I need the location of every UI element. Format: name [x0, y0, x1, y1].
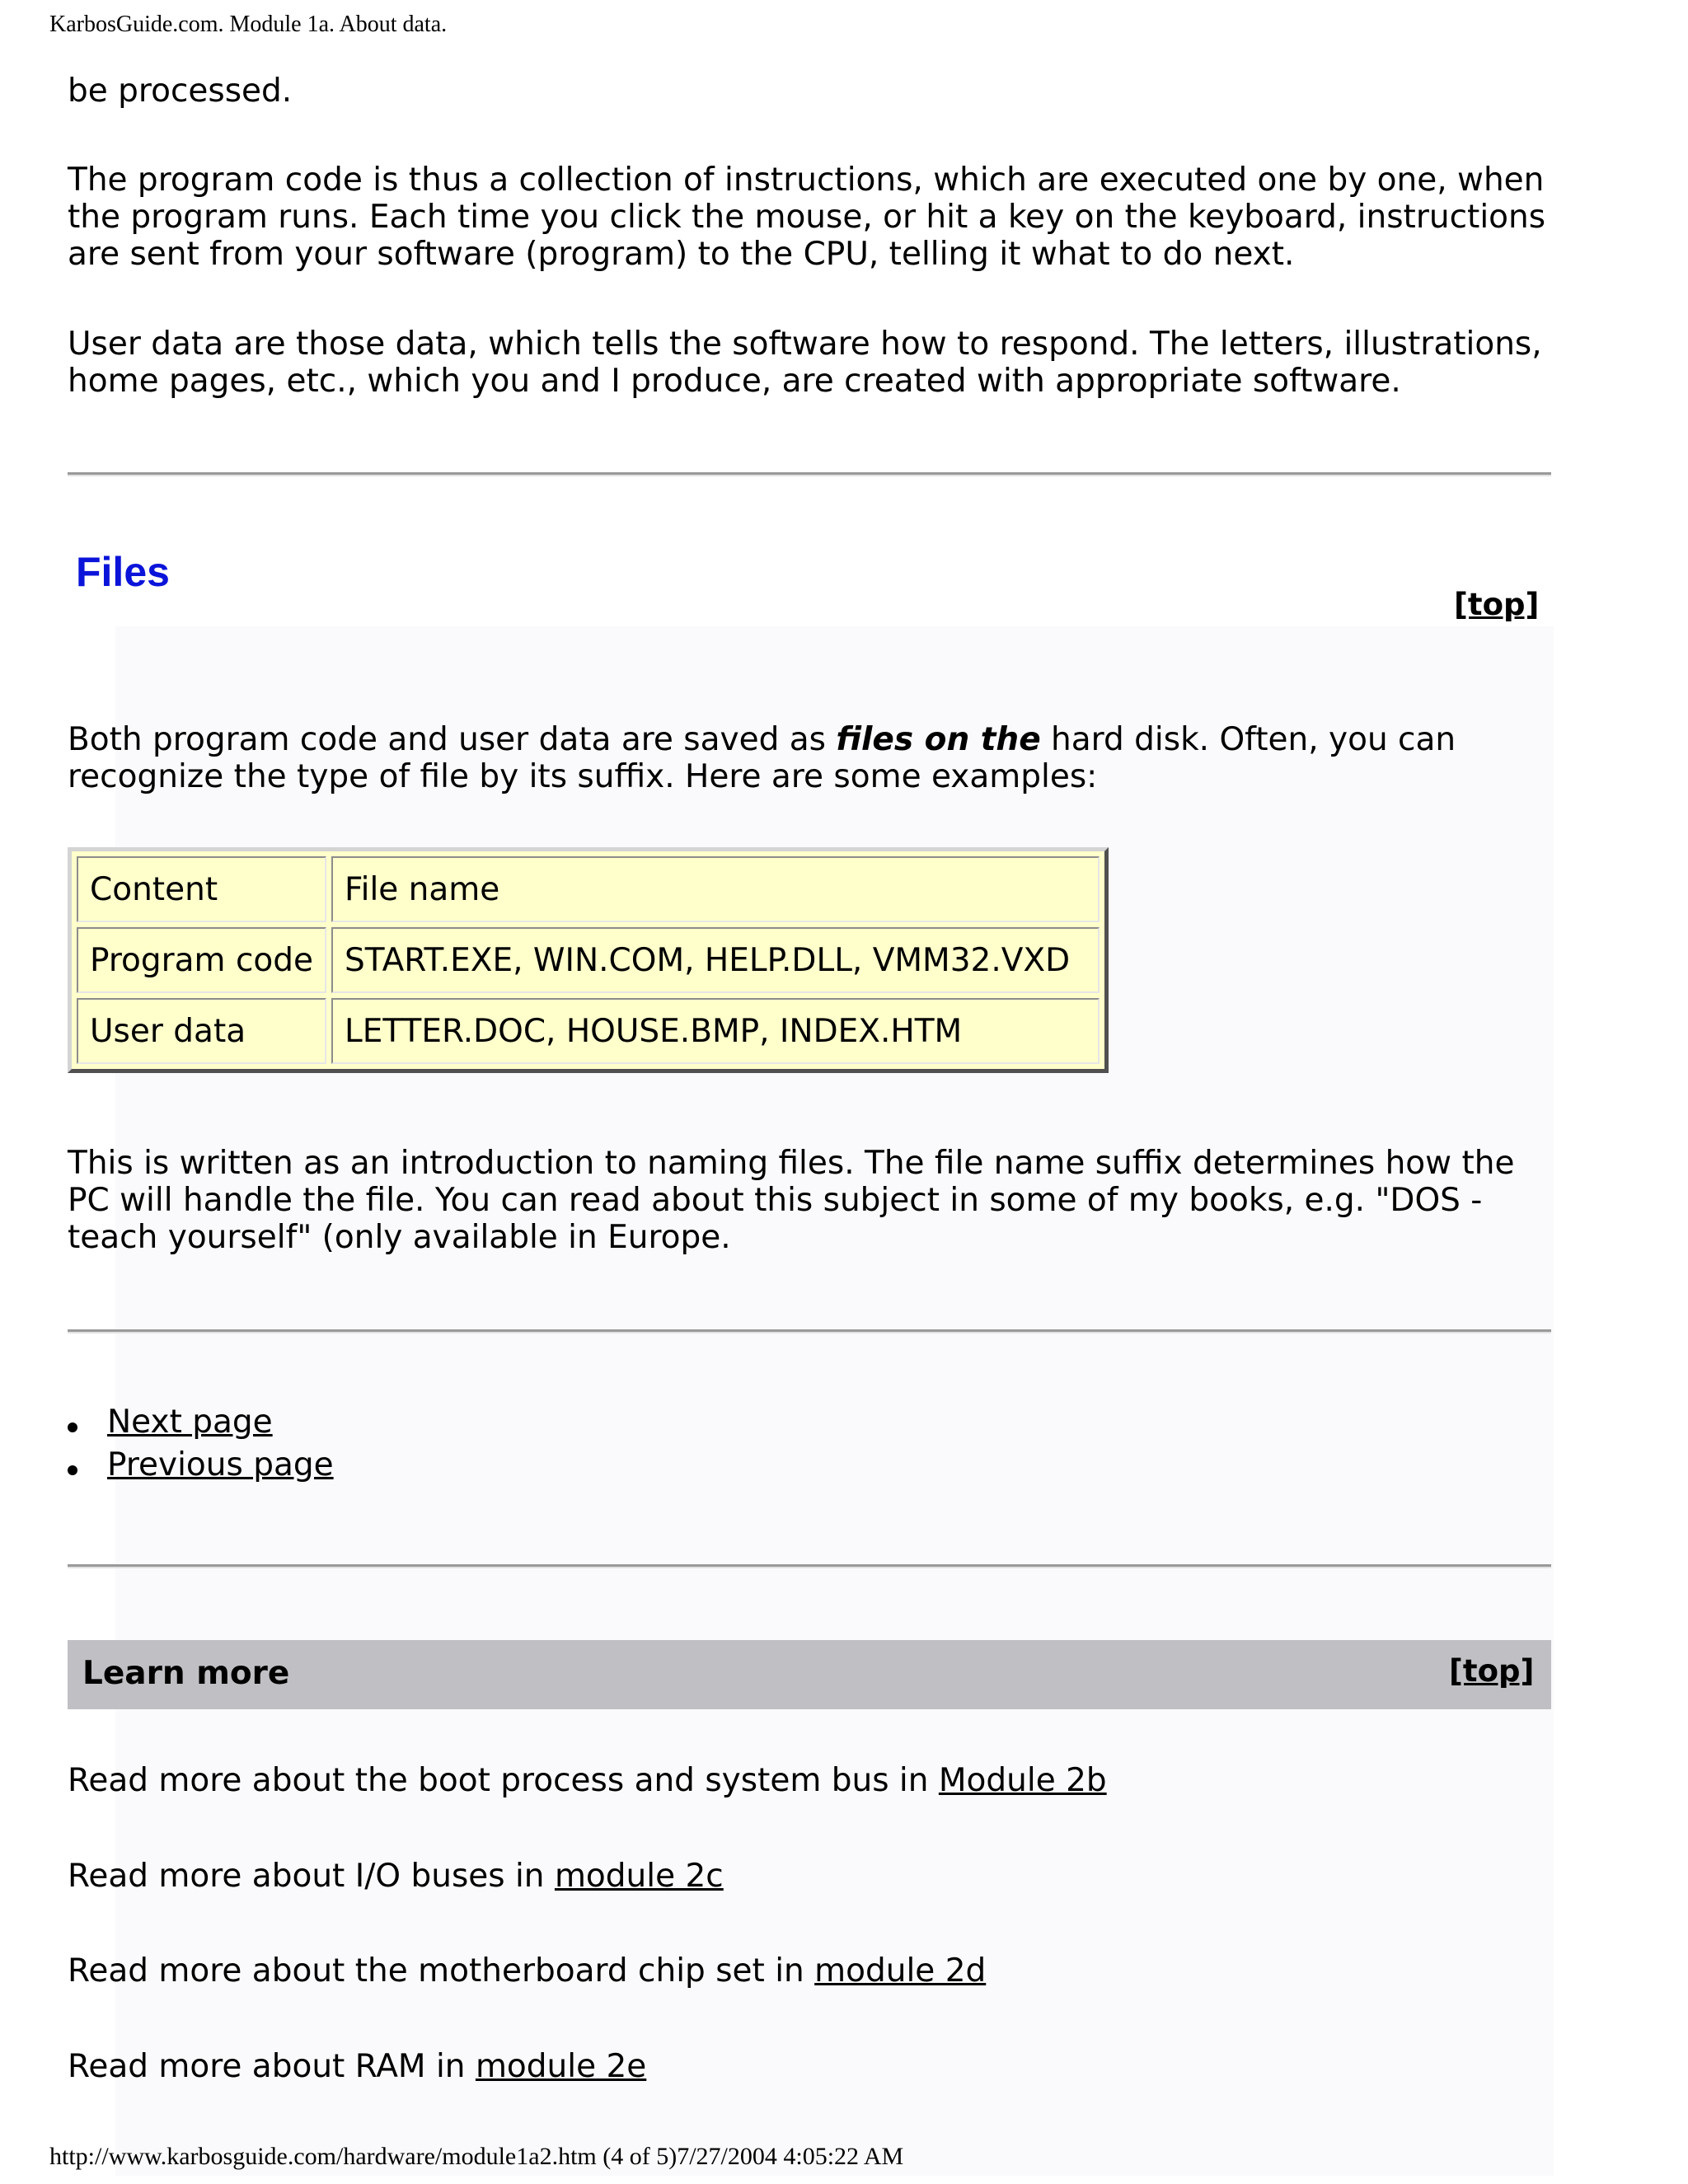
module-2e-link[interactable]: module 2e	[475, 2048, 647, 2085]
learn-more-item	[68, 1762, 1551, 1799]
files-heading: Files	[76, 549, 170, 595]
previous-page-link[interactable]: Previous page	[107, 1446, 334, 1483]
module-2b-link[interactable]: Module 2b	[938, 1762, 1107, 1799]
learn-more-text: Read more about I/O buses in	[68, 1858, 555, 1895]
module-2d-link[interactable]: module 2d	[814, 1952, 987, 1990]
table-row	[77, 927, 1100, 993]
table-cell: Program code	[77, 927, 326, 993]
table-cell: LETTER.DOC, HOUSE.BMP, INDEX.HTM	[331, 998, 1100, 1064]
files-paragraph-2: This is written as an introduction to naming files. The file name suffix determines how the PC will handle the file. You can read about this subject in some of my books, e.g. "DOS - teach yourself" (only available in Europe.	[68, 1145, 1515, 1256]
table-row	[77, 998, 1100, 1064]
horizontal-divider	[68, 1564, 1551, 1568]
files-paragraph-1-end: hard disk. Often, you can recognize the type of file by its suffix. Here are some examples:	[68, 721, 1456, 795]
learn-more-item	[68, 2048, 1551, 2085]
list-item	[68, 1444, 334, 1487]
table-cell: START.EXE, WIN.COM, HELP.DLL, VMM32.VXD	[331, 927, 1100, 993]
next-page-link[interactable]: Next page	[107, 1404, 273, 1441]
horizontal-divider	[68, 1329, 1551, 1333]
learn-more-item	[68, 1858, 1551, 1895]
horizontal-divider	[68, 472, 1551, 476]
print-header: KarbosGuide.com. Module 1a. About data.	[49, 12, 448, 37]
page-navigation-list	[68, 1401, 334, 1487]
intro-paragraph-1: be processed.	[68, 73, 293, 110]
files-top-link[interactable]: [top]	[1454, 587, 1540, 622]
files-paragraph-1-start: Both program code and user data are saved as	[68, 721, 837, 758]
table-header-cell: File name	[331, 856, 1100, 922]
table-cell: User data	[77, 998, 326, 1064]
learn-more-title: Learn more	[82, 1655, 290, 1692]
intro-paragraph-2: The program code is thus a collection of instructions, which are executed one by one, when the program runs. Each time you click the mouse, or hit a key on the keyboard, instructions are sent from your software (program) to the CPU, telling it what to do next.	[68, 162, 1546, 273]
module-2c-link[interactable]: module 2c	[554, 1858, 724, 1895]
file-types-table	[68, 847, 1109, 1073]
learn-more-text: Read more about the motherboard chip set in	[68, 1952, 815, 1990]
learn-more-bar	[68, 1640, 1551, 1709]
learn-more-top-link[interactable]: [top]	[1449, 1653, 1535, 1689]
table-header-row	[77, 856, 1100, 922]
files-paragraph-1	[68, 721, 1551, 795]
learn-more-text: Read more about the boot process and system bus in	[68, 1762, 939, 1799]
files-paragraph-1-emphasis: files on the	[836, 721, 1041, 758]
learn-more-item	[68, 1952, 1551, 1990]
learn-more-text: Read more about RAM in	[68, 2048, 476, 2085]
list-item	[68, 1401, 334, 1444]
print-footer: http://www.karbosguide.com/hardware/module1a2.htm (4 of 5)7/27/2004 4:05:22 AM	[49, 2143, 904, 2170]
intro-paragraph-3: User data are those data, which tells the software how to respond. The letters, illustrations, home pages, etc., which you and I produce, are created with appropriate software.	[68, 326, 1542, 400]
table-header-cell: Content	[77, 856, 326, 922]
